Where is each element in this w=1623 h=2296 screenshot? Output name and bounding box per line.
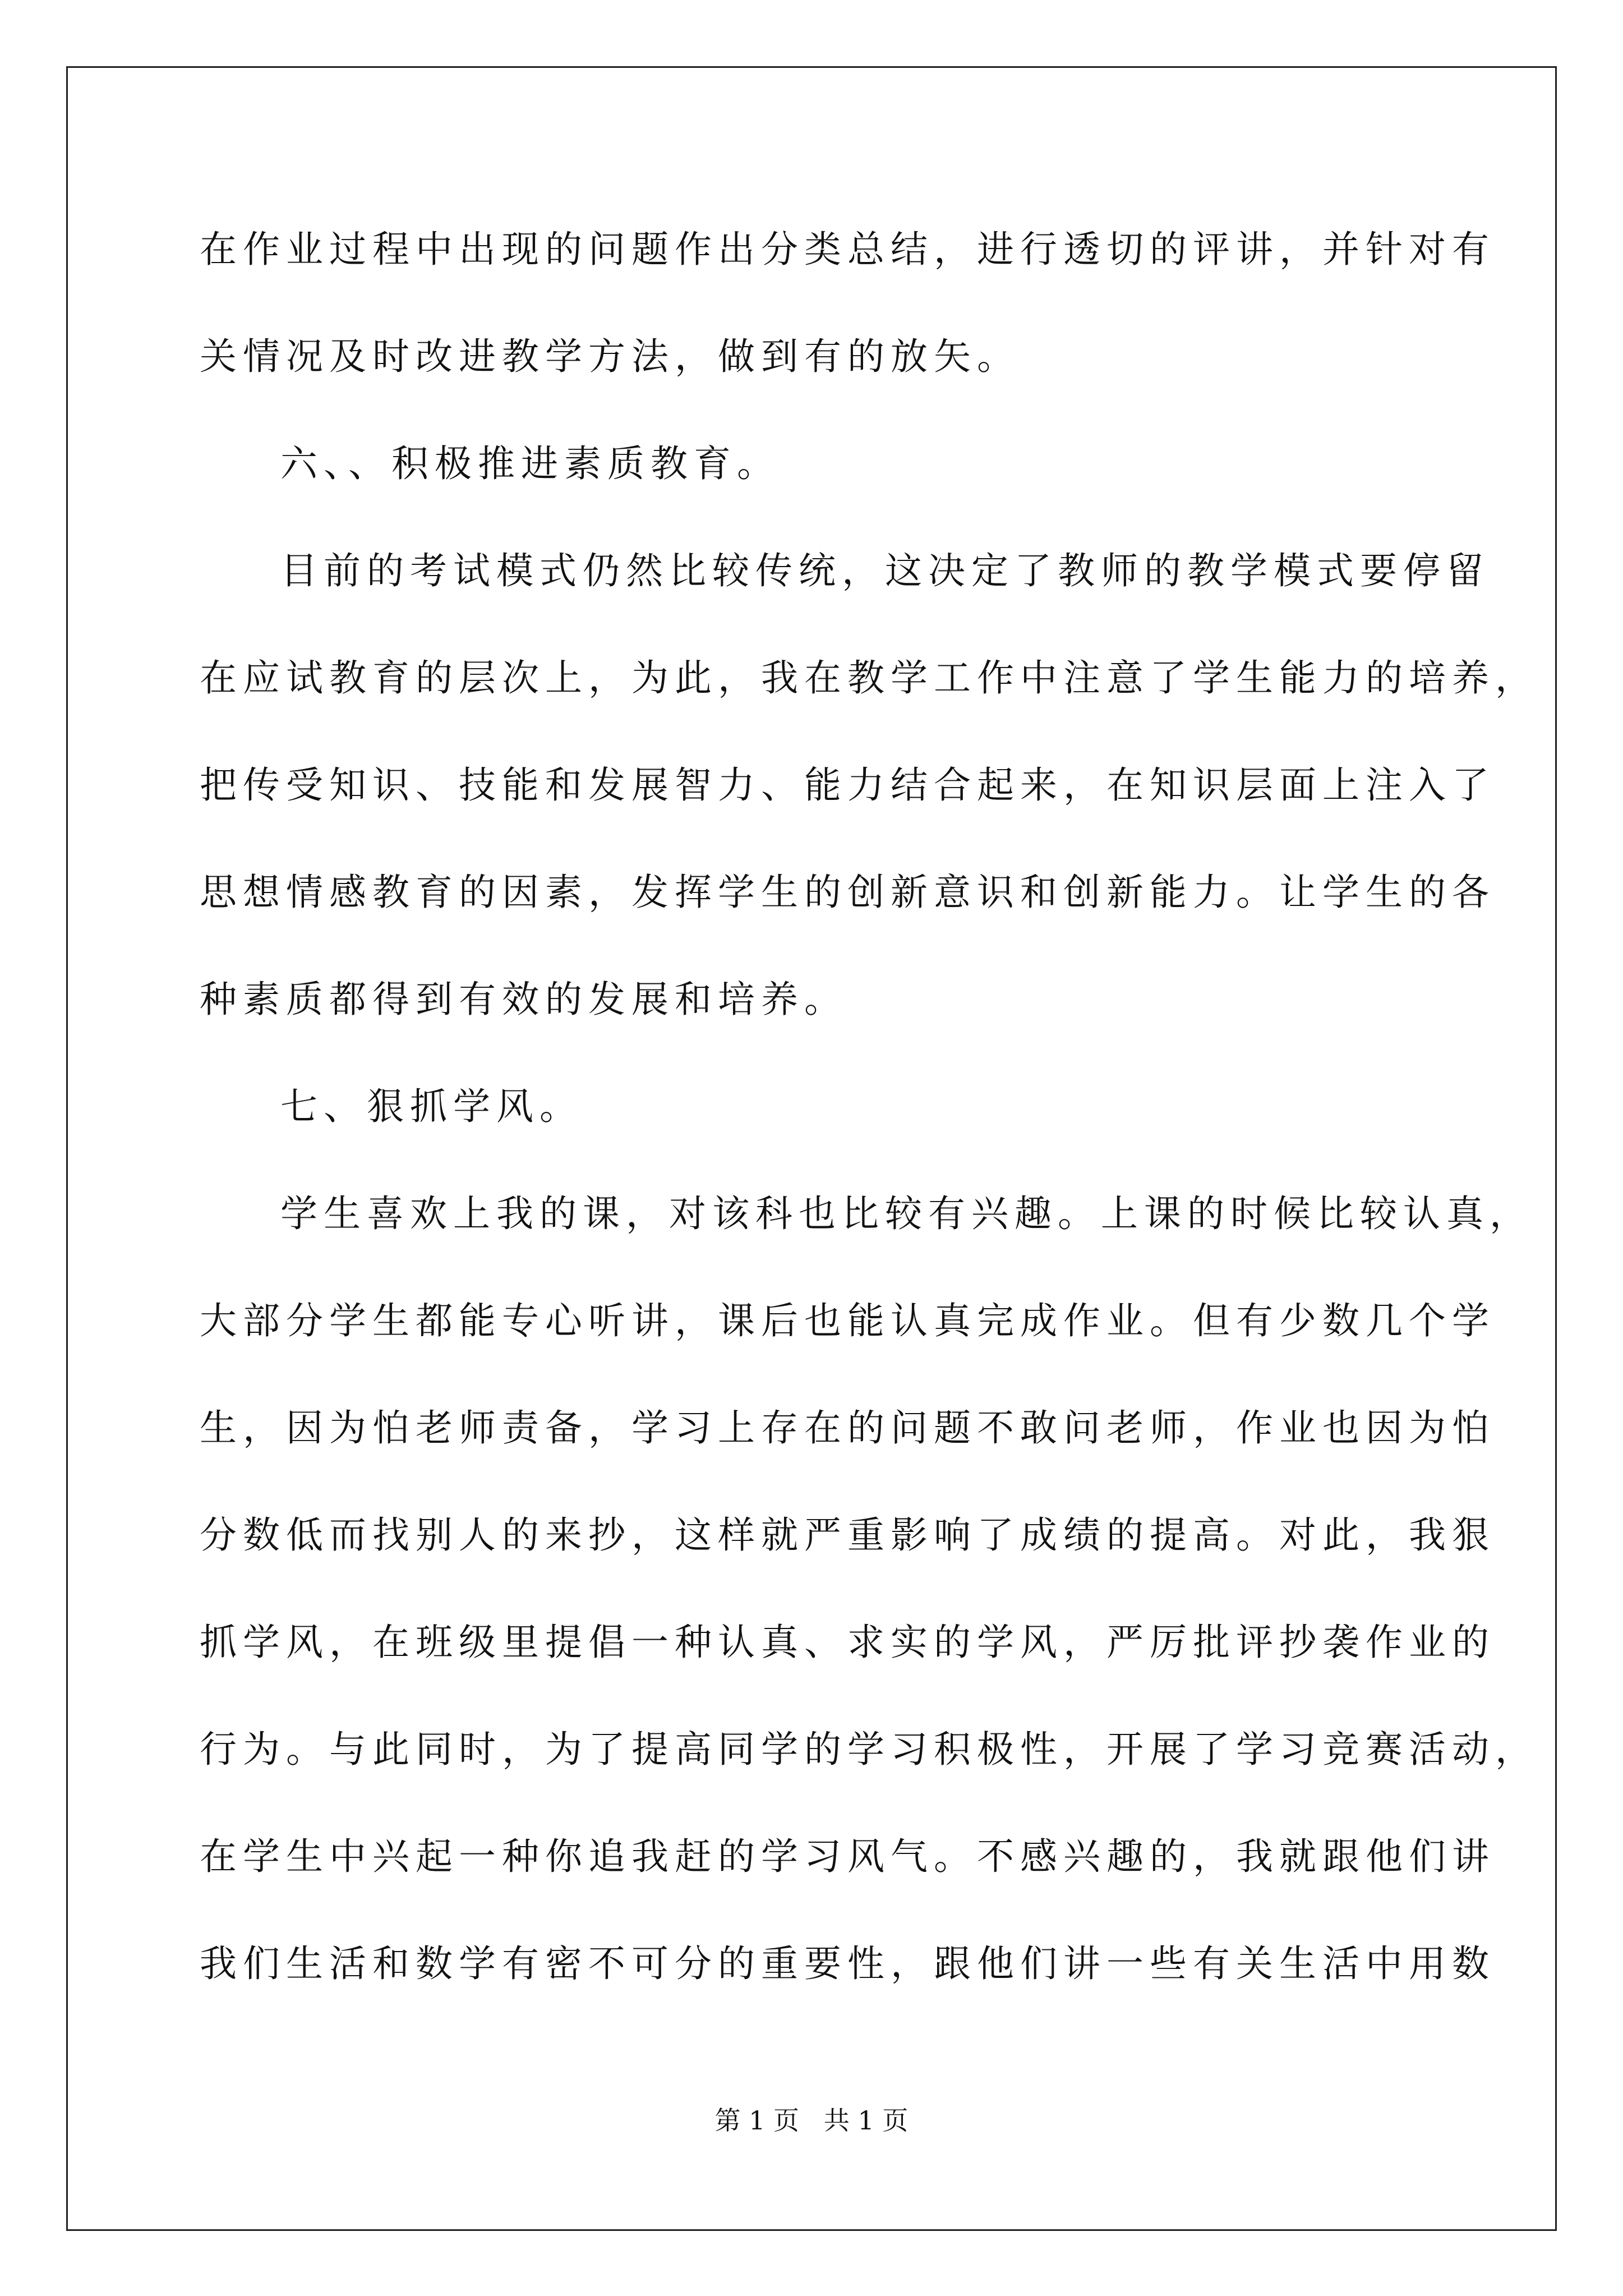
- page-border: [66, 66, 1557, 2231]
- body-text-line: 思想情感教育的因素，发挥学生的创新意识和创新能力。让学生的各: [200, 871, 1495, 914]
- body-text-line: 学生喜欢上我的课，对该科也比较有兴趣。上课的时候比较认真，: [280, 1192, 1533, 1235]
- body-text-line: 在作业过程中出现的问题作出分类总结，进行透切的评讲，并针对有: [200, 228, 1495, 271]
- body-text-line: 生，因为怕老师责备，学习上存在的问题不敢问老师，作业也因为怕: [200, 1406, 1495, 1450]
- body-text-line: 把传受知识、技能和发展智力、能力结合起来，在知识层面上注入了: [200, 763, 1495, 807]
- section-heading: 六、、积极推进素质教育。: [280, 442, 780, 485]
- section-heading: 七、狠抓学风。: [280, 1085, 583, 1128]
- body-text-line: 目前的考试模式仍然比较传统，这决定了教师的教学模式要停留: [280, 549, 1490, 592]
- body-text-line: 种素质都得到有效的发展和培养。: [200, 978, 847, 1021]
- body-text-line: 在学生中兴起一种你追我赶的学习风气。不感兴趣的，我就跟他们讲: [200, 1835, 1495, 1878]
- body-text-line: 行为。与此同时，为了提高同学的学习积极性，开展了学习竞赛活动，: [200, 1728, 1538, 1771]
- body-text-line: 在应试教育的层次上，为此，我在教学工作中注意了学生能力的培养，: [200, 656, 1538, 700]
- body-text-line: 大部分学生都能专心听讲，课后也能认真完成作业。但有少数几个学: [200, 1299, 1495, 1342]
- body-text-line: 我们生活和数学有密不可分的重要性，跟他们讲一些有关生活中用数: [200, 1942, 1495, 1985]
- page-footer: 第 1 页 共 1 页: [714, 2105, 909, 2136]
- body-text-line: 抓学风，在班级里提倡一种认真、求实的学风，严厉批评抄袭作业的: [200, 1621, 1495, 1664]
- body-text-line: 关情况及时改进教学方法，做到有的放矢。: [200, 335, 1020, 378]
- body-text-line: 分数低而找别人的来抄，这样就严重影响了成绩的提高。对此，我狠: [200, 1513, 1495, 1557]
